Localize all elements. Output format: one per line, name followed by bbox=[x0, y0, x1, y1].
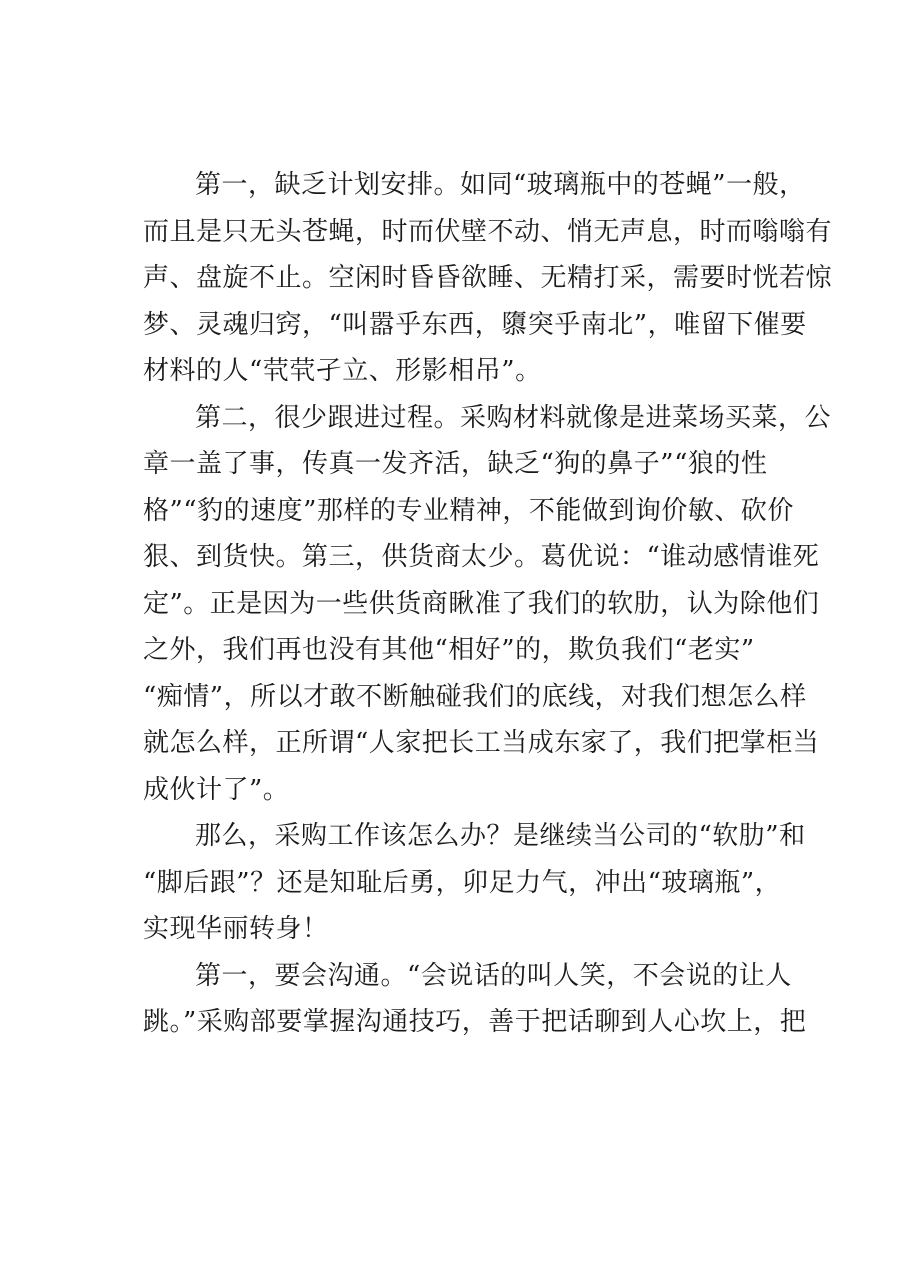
text-line: 材料的人“茕茕孑立、形影相吊”。 bbox=[143, 356, 542, 386]
text-line: 之外，我们再也没有其他“相好”的，欺负我们“老实” bbox=[143, 635, 755, 665]
text-line: 第一，要会沟通。“会说话的叫人笑，不会说的让人 bbox=[195, 960, 792, 991]
text-line: 第二，很少跟进过程。采购材料就像是进菜场买菜，公 bbox=[195, 402, 832, 433]
text-line: 格”“豹的速度”那样的专业精神，不能做到询价敏、砍价 bbox=[143, 495, 794, 526]
text-line: 那么，采购工作该怎么办？是继续当公司的“软肋”和 bbox=[195, 821, 806, 851]
text-line: 定”。正是因为一些供货商瞅准了我们的软肋，认为除他们 bbox=[143, 588, 820, 619]
paragraph-1 bbox=[143, 162, 833, 395]
text-line: “痴情”，所以才敢不断触碰我们的底线，对我们想怎么样 bbox=[143, 681, 807, 712]
text-line: 就怎么样，正所谓“人家把长工当成东家了，我们把掌柜当 bbox=[143, 728, 820, 758]
body-text bbox=[143, 162, 833, 1046]
paragraph-2 bbox=[143, 395, 832, 814]
paragraph-3 bbox=[143, 813, 806, 953]
text-line: 实现华丽转身！ bbox=[143, 914, 329, 944]
text-line: 跳。”采购部要掌握沟通技巧，善于把话聊到人心坎上，把 bbox=[143, 1007, 807, 1037]
text-line: 第一，缺乏计划安排。如同“玻璃瓶中的苍蝇”一般， bbox=[195, 170, 806, 200]
text-line: 而且是只无头苍蝇，时而伏壁不动、悄无声息，时而嗡嗡有 bbox=[143, 216, 833, 247]
text-line: 章一盖了事，传真一发齐活，缺乏“狗的鼻子”“狼的性 bbox=[143, 449, 768, 479]
text-line: 梦、灵魂归窍，“叫嚣乎东西，隳突乎南北”，唯留下催要 bbox=[143, 309, 807, 340]
paragraph-4 bbox=[143, 953, 807, 1046]
text-line: 成伙计了”。 bbox=[143, 774, 290, 805]
text-line: 声、盘旋不止。空闲时昏昏欲睡、无精打采，需要时恍若惊 bbox=[143, 263, 833, 293]
text-line: “脚后跟”？还是知耻后勇，卯足力气，冲出“玻璃瓶”， bbox=[143, 867, 782, 898]
text-line: 狠、到货快。第三，供货商太少。葛优说：“谁动感情谁死 bbox=[143, 542, 820, 572]
